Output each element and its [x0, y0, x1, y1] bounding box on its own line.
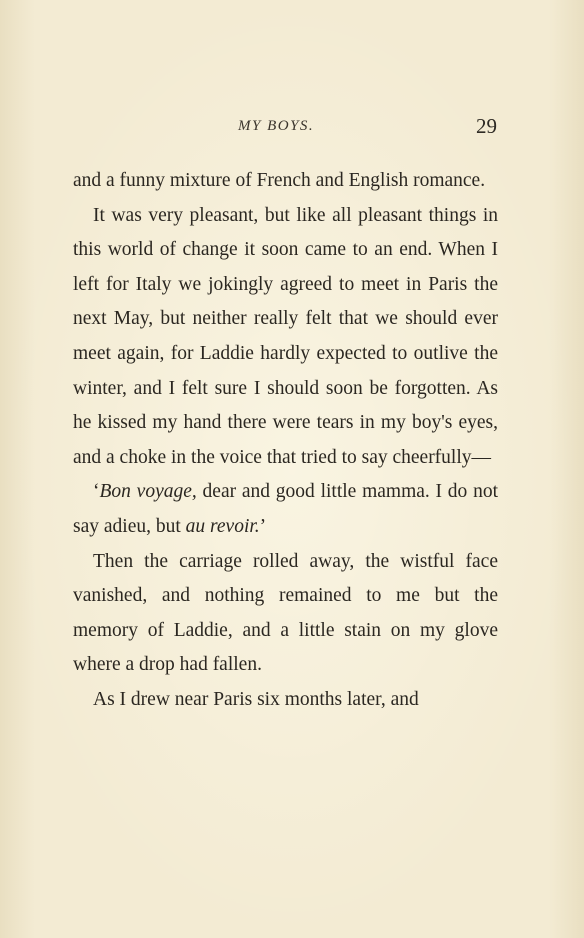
au-revoir-italic: au revoir.	[185, 515, 260, 537]
paragraph-1	[73, 164, 498, 199]
paragraph-2	[73, 199, 498, 476]
running-title: MY BOYS.	[238, 118, 315, 134]
paragraph-4-text: Then the carriage rolled away, the wistful face vanished, and nothing remained to me but the memory of Laddie, and a little stain on my glove where a drop had fallen.	[73, 550, 498, 676]
body-text	[73, 164, 498, 718]
close-quote: ’	[259, 515, 267, 537]
paragraph-3	[73, 475, 498, 544]
paragraph-4	[73, 545, 498, 683]
paragraph-2-text: It was very pleasant, but like all pleasant things in this world of change it soon came to an end. When I left for Italy we jokingly agreed to meet in Paris the next May, but neither really felt that we should ever meet again, for Laddie hardly expected to outlive the winter, and I felt sure I should soon be forgotten. As he kissed my hand there were tears in my boy's eyes, and a choke in the voice that tried to say cheerfully—	[73, 204, 498, 468]
open-quote: ‘	[93, 481, 100, 503]
page-number: 29	[476, 114, 497, 138]
running-head	[0, 114, 584, 144]
bon-voyage-italic: Bon voyage,	[99, 481, 197, 503]
paragraph-3-text: dear and good little mamma. I do not say adieu, but	[73, 481, 498, 537]
paragraph-1-text: and a funny mixture of French and English romance.	[73, 170, 486, 191]
paragraph-5-text: As I drew near Paris six months later, and	[93, 688, 419, 710]
paragraph-5	[73, 683, 498, 718]
